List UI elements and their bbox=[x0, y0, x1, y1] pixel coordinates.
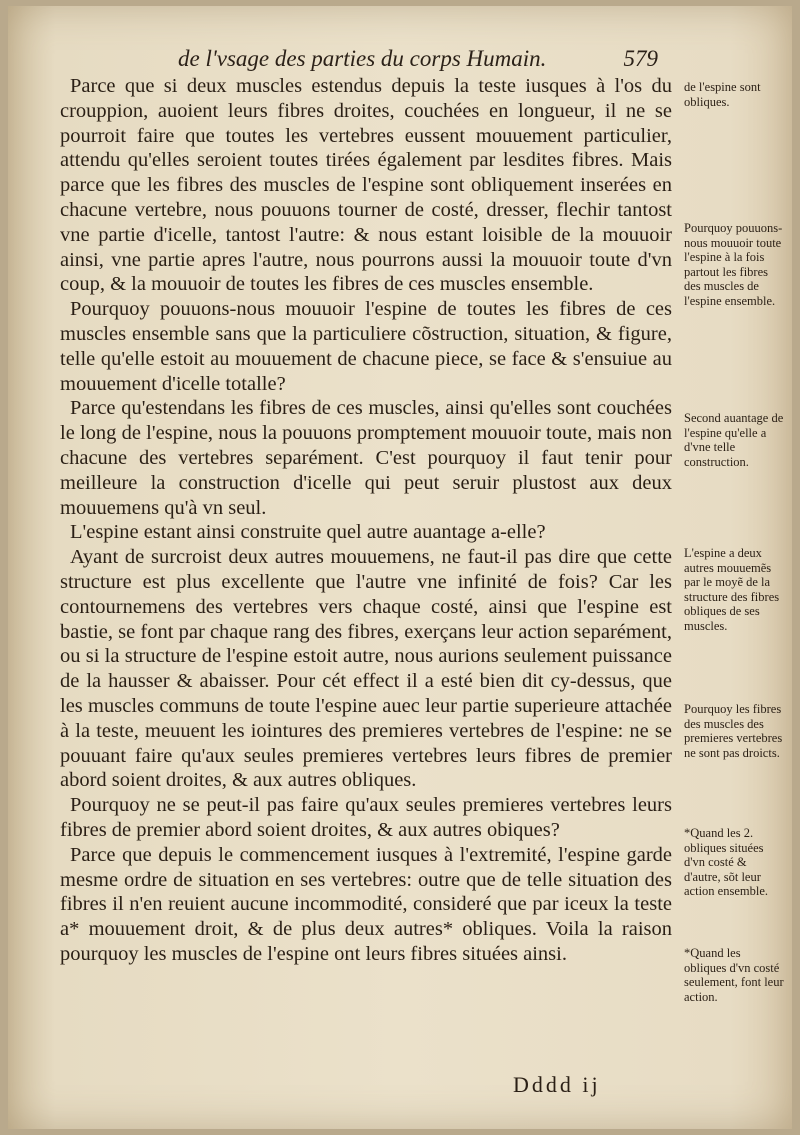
paragraph: Pourquoy ne se peut-il pas faire qu'aux seules premieres vertebres leurs fibres de premier abord soient droites, & aux autres obiques? bbox=[60, 794, 672, 841]
paragraph: Parce qu'estendans les fibres de ces muscles, ainsi qu'elles sont couchées le long de l'espine, nous la pouuons promptement mouuoir toute, mais non chacune des vertebres separément. C'est pourquoy il faut tenir pour meilleure la construction d'icelle qui peut seruir plustost aux deux mouuemens qu'à vn seul. bbox=[60, 397, 672, 519]
margin-note: Second auantage de l'espine qu'elle a d'vne telle construction. bbox=[684, 411, 784, 469]
paragraph: L'espine estant ainsi construite quel autre auantage a-elle? bbox=[70, 521, 546, 544]
paragraph: Parce que si deux muscles estendus depuis la teste iusques à l'os du crouppion, auoient leurs fibres droites, couchées en longueur, il ne se pourroit faire que toutes les vertebres eussent mouuement particulier, attendu qu'elles seroient toutes tirées également par lesdites fibres. Mais parce que les fibres des muscles de l'espine sont obliquement inserées en chacune vertebre, nous pouuons tourner de costé, dresser, flechir tantost vne partie d'icelle, tantost l'autre: & nous estant loisible de la mouuoir ainsi, vne partie apres l'autre, nous pourrons aussi la mouuoir toute d'vn coup, & la mouuoir de toutes les fibres de ces muscles ensemble. bbox=[60, 75, 672, 296]
paragraph: Ayant de surcroist deux autres mouuemens, ne faut-il pas dire que cette structure est plus excellente que l'autre vne infinité de fois? Car les contournemens des vertebres vers chaque costé, ainsi que l'espine est bastie, se font par chaque rang des fibres, exerçans leur action separément, ou si la structure de l'espine estoit autre, nous aurions seulement puissance de la hausser & abaisser. Pour cét effect il a esté bien dit cy-dessus, que les muscles communs de toute l'espine auec leur partie superieure attachée à la teste, meuuent les iointures des premieres vertebres de l'espine: ne se pouuant faire qu'aux seules premieres vertebres leurs fibres de premier abord soient droites, & aux autres obliques. bbox=[60, 546, 672, 792]
margin-note: Pourquoy les fibres des muscles des premieres vertebres ne sont pas droicts. bbox=[684, 702, 783, 760]
margin-note: de l'espine sont obliques. bbox=[684, 80, 761, 109]
book-page bbox=[8, 6, 792, 1129]
signature-mark: Dddd ij bbox=[513, 1072, 601, 1097]
margin-note: *Quand les 2. obliques situées d'vn costé & d'autre, sõt leur action ensemble. bbox=[684, 826, 768, 898]
page-number: 579 bbox=[623, 46, 658, 71]
running-title: de l'vsage des parties du corps Humain. bbox=[178, 46, 547, 71]
paragraph: Parce que depuis le commencement iusques à l'extremité, l'espine garde mesme ordre de situation en ses vertebres: outre que de telle situation des fibres il n'en reuient aucune incommodité, consideré que par iceux la teste a* mouuement droit, & de plus deux autres* obliques. Voila la raison pourquoy les muscles de l'espine ont leurs fibres situées ainsi. bbox=[60, 843, 672, 965]
main-text bbox=[60, 74, 672, 967]
margin-note: L'espine a deux autres mouuemẽs par le moyẽ de la structure des fibres obliques de ses muscles. bbox=[684, 546, 780, 633]
margin-note: Pourquoy pouuons-nous mouuoir toute l'espine à la fois partout les fibres des muscles de l'espine ensemble. bbox=[684, 221, 783, 308]
paragraph: Pourquoy pouuons-nous mouuoir l'espine de toutes les fibres de ces muscles ensemble sans que la particuliere cõstruction, situation, & figure, telle qu'elle estoit au mouuement de chacune piece, se face & s'ensuiue au mouuement d'icelle totalle? bbox=[60, 298, 672, 395]
margin-note: *Quand les obliques d'vn costé seulement, font leur action. bbox=[684, 946, 784, 1004]
